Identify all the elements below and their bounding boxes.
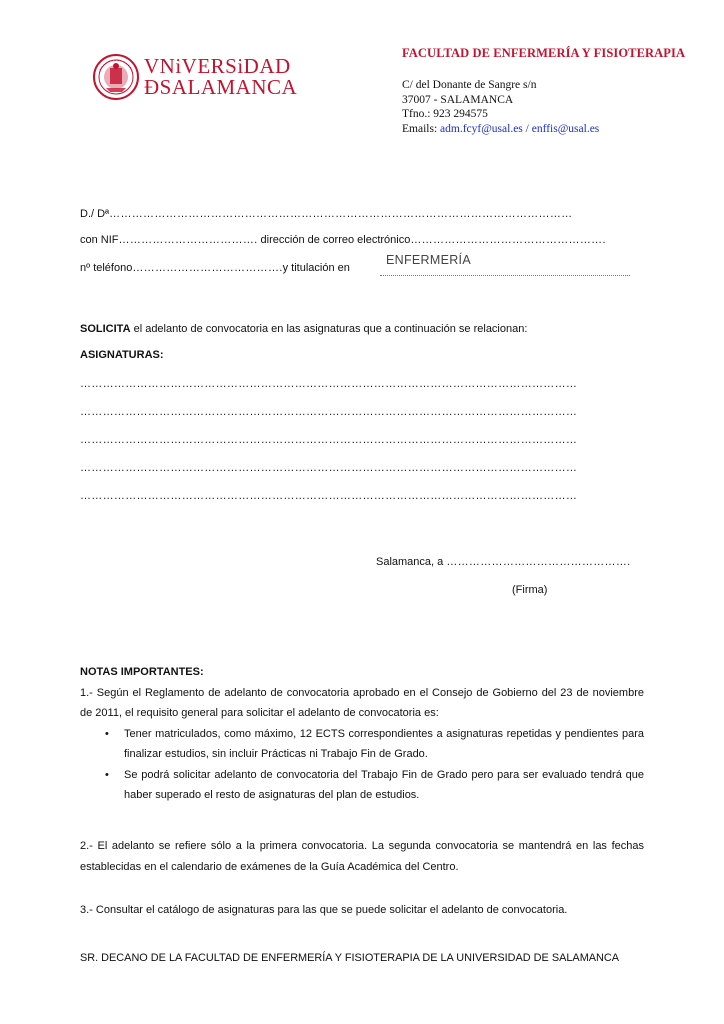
email-field[interactable]: ……………………………………………. <box>410 234 606 246</box>
subject-field-3[interactable]: …………………………………………………………………………………………………………………… <box>80 434 578 446</box>
degree-label: y titulación en <box>282 262 350 274</box>
subject-field-1[interactable]: …………………………………………………………………………………………………………………… <box>80 378 578 390</box>
note-1-bullet-2-text: Se podrá solicitar adelanto de convocatoria del Trabajo Fin de Grado pero para ser evaluado tendrá que haber superado el resto de asignaturas del plan de estudios. <box>124 768 644 801</box>
note-1-bullet-1 <box>105 724 644 765</box>
university-wordmark <box>144 56 297 98</box>
signature-label: (Firma) <box>512 584 548 596</box>
name-label: D./ Dª <box>80 208 110 220</box>
nif-label: con NIF <box>80 234 119 246</box>
emails-label: Emails: <box>402 122 438 135</box>
address-line1: C/ del Donante de Sangre s/n <box>402 79 537 91</box>
note-1-bullet-2 <box>105 765 644 806</box>
university-line1: VNiVERSiDAD <box>144 54 291 78</box>
emails-line <box>402 122 599 137</box>
notes-section <box>80 662 644 806</box>
degree-value: ENFERMERÍA <box>386 253 471 267</box>
notes-title: NOTAS IMPORTANTES: <box>80 666 204 678</box>
university-seal-icon <box>92 50 140 104</box>
note-1-bullet-1-text: Tener matriculados, como máximo, 12 ECTS correspondientes a asignaturas repetidas y pendientes para finalizar estudios, sin incluir Prácticas ni Trabajo Fin de Grado. <box>124 727 644 760</box>
date-field[interactable]: …………………………………………. <box>446 556 631 568</box>
request-line <box>80 323 527 335</box>
note-1-intro: 1.- Según el Reglamento de adelanto de convocatoria aprobado en el Consejo de Gobierno del 23 de noviembre de 2011, el requisito general para solicitar el adelanto de convocatoria es: <box>80 686 644 719</box>
addressee: SR. DECANO DE LA FACULTAD DE ENFERMERÍA Y FISIOTERAPIA DE LA UNIVERSIDAD DE SALAMANCA <box>80 952 620 964</box>
email-separator: / <box>525 122 529 135</box>
bullet-icon: • <box>105 768 109 781</box>
request-text: el adelanto de convocatoria en las asignaturas que a continuación se relacionan: <box>133 323 528 335</box>
nif-email-line <box>80 234 606 246</box>
address-line2: 37007 - SALAMANCA <box>402 93 514 106</box>
phone-degree-line <box>80 262 350 274</box>
place-date-line <box>376 556 630 568</box>
address-block <box>402 78 599 136</box>
request-keyword: SOLICITA <box>80 323 131 335</box>
bullet-icon: • <box>105 727 109 740</box>
subject-lines <box>80 378 645 518</box>
faculty-title: FACULTAD DE ENFERMERÍA Y FISIOTERAPIA <box>402 46 686 60</box>
university-logo <box>92 50 298 104</box>
subject-field-5[interactable]: …………………………………………………………………………………………………………………… <box>80 490 578 502</box>
email-link-2[interactable]: enffis@usal.es <box>531 122 600 135</box>
note-3: 3.- Consultar el catálogo de asignaturas para las que se puede solicitar el adelanto de convocatoria. <box>80 904 568 916</box>
nif-field[interactable]: ………………………………. <box>118 234 258 246</box>
phone-line: Tfno.: 923 294575 <box>402 108 488 121</box>
subjects-label: ASIGNATURAS: <box>80 349 164 361</box>
phone-field[interactable]: …………………………………. <box>132 262 283 274</box>
email-label: dirección de correo electrónico <box>260 234 411 246</box>
phone-label: nº teléfono <box>80 262 133 274</box>
note-2: 2.- El adelanto se refiere sólo a la primera convocatoria. La segunda convocatoria se mantendrá en las fechas establecidas en el calendario de exámenes de la Guía Académica del Centro. <box>80 840 644 873</box>
note-1-bullets <box>80 724 644 806</box>
place-label: Salamanca, a <box>376 556 444 568</box>
name-field[interactable]: …………………………………………………………………………………………………………… <box>109 208 573 220</box>
subject-field-4[interactable]: …………………………………………………………………………………………………………………… <box>80 462 578 474</box>
subject-field-2[interactable]: …………………………………………………………………………………………………………………… <box>80 406 578 418</box>
name-line <box>80 208 572 220</box>
email-link-1[interactable]: adm.fcyf@usal.es <box>440 122 523 135</box>
university-line2: ÐSALAMANCA <box>144 75 298 99</box>
